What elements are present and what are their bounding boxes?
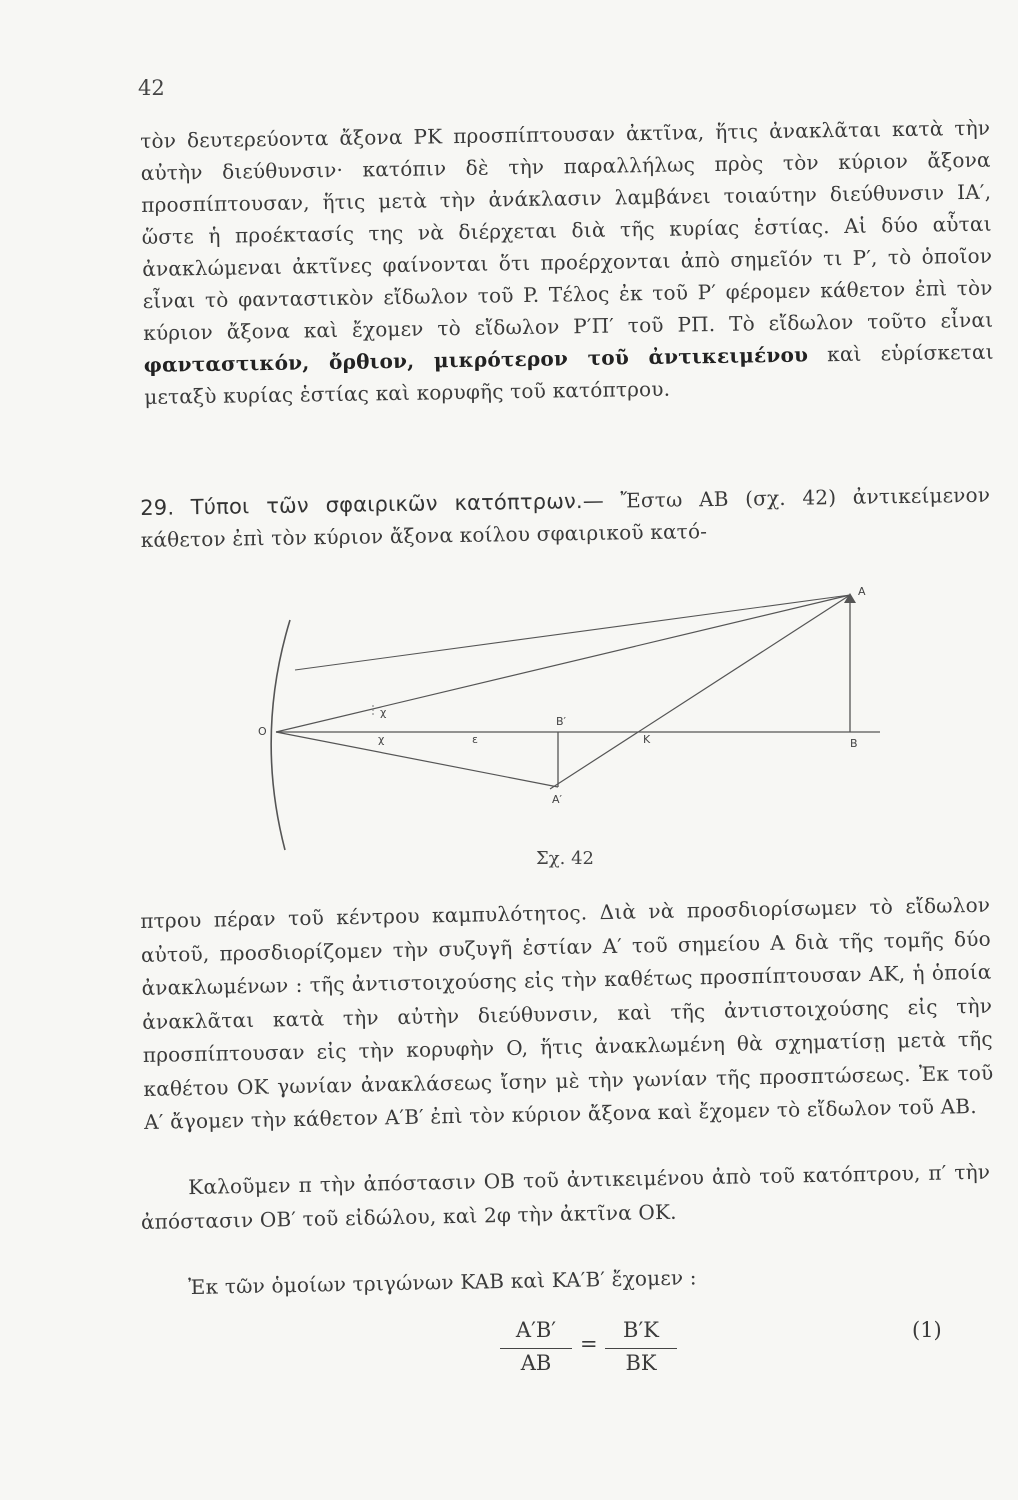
label-b: B <box>850 737 858 750</box>
section-number: 29. <box>140 495 175 520</box>
page-number: 42 <box>138 76 165 100</box>
fraction-left-bar <box>500 1348 572 1349</box>
fraction-right <box>605 1318 677 1375</box>
paragraph-continuation <box>140 112 994 413</box>
ray-o-to-a-prime <box>276 732 558 787</box>
paragraph-text: τὸν δευτερεύοντα ἄξονα PK προσπίπτουσαν ἀκτῖνα, ἥτις ἀνακλᾶται κατὰ τὴν αὐτὴν διεύθυνσιν· κατόπιν δὲ τὴν παραλλήλως πρὸς τὸν κύριον ἄξονα προσπίπτουσαν, ἥτις μετὰ τὴν ἀνάκλασιν λαμβάνει τοιαύτην διεύθυνσιν IA′, ὥστε ἡ προέκτασίς της νὰ διέρχεται διὰ τῆς κυρίας ἑστίας. Αἱ δύο αὗται ἀνακλώμεναι ἀκτῖνες φαίνονται ὅτι προέρχονται ἀπὸ σημεῖόν τι P′, τὸ ὁποῖον εἶναι τὸ φανταστικὸν εἴδωλον τοῦ P. Τέλος ἐκ τοῦ P′ φέρομεν κάθετον ἐπὶ τὸν κύριον ἄξονα καὶ ἔχομεν τὸ εἴδωλον P′Π′ τοῦ PΠ. Τὸ εἴδωλον τοῦτο εἶναι <box>140 115 994 345</box>
fraction-right-denominator: BK <box>625 1351 657 1375</box>
equation-number: (1) <box>912 1318 942 1342</box>
fraction-right-numerator: B′K <box>623 1318 659 1342</box>
paragraph-definitions: Καλοῦμεν π τὴν ἀπόστασιν OB τοῦ ἀντικειμένου ἀπὸ τοῦ κατόπτρου, π′ τὴν ἀπόστασιν OB′ τοῦ εἰδώλου, καὶ 2φ τὴν ἀκτῖνα OK. <box>140 1159 991 1234</box>
ray-a-through-k <box>550 595 850 789</box>
label-chi: χ <box>378 733 385 746</box>
fraction-left-denominator: AB <box>520 1351 552 1375</box>
fraction-left <box>500 1318 572 1375</box>
label-k: K <box>643 733 651 746</box>
paragraph-similar-triangles: Ἐκ τῶν ὁμοίων τριγώνων KAB καὶ KA′B′ ἔχομεν : <box>188 1265 697 1300</box>
section-title: Τύποι τῶν σφαιρικῶν κατόπτρων.— <box>190 488 605 520</box>
section-text: Ἔστω AB (σχ. 42) ἀντικείμενον κάθετον ἐπὶ τὸν κύριον ἄξονα κοίλου σφαιρικοῦ κατό- <box>140 482 991 552</box>
concave-mirror-arc <box>271 620 290 850</box>
bold-emphasis: φανταστικόν, ὄρθιον, μικρότερον τοῦ ἀντικειμένου <box>143 342 809 377</box>
label-a-prime: A′ <box>552 793 563 806</box>
label-b-prime: B′ <box>556 715 567 728</box>
mirror-diagram-svg <box>240 575 900 860</box>
label-chi-upper: χ <box>380 706 387 719</box>
label-epsilon: ε <box>472 733 478 746</box>
ray-o-to-a <box>276 595 850 732</box>
ray-a-to-mirror <box>295 595 850 670</box>
mirror-diagram <box>240 575 900 860</box>
figure-caption: Σχ. 42 <box>536 848 594 869</box>
equation-1 <box>500 1318 970 1378</box>
fraction-left-numerator: A′B′ <box>515 1318 557 1342</box>
label-a: A <box>858 585 866 598</box>
paragraph-construction: πτρου πέραν τοῦ κέντρου καμπυλότητος. Διὰ νὰ προσδιορίσωμεν τὸ εἴδωλον αὐτοῦ, προσδιορίζομεν τὴν συζυγῆ ἑστίαν A′ τοῦ σημείου A διὰ τῆς τομῆς δύο ἀνακλωμένων : τῆς ἀντιστοιχούσης εἰς τὴν καθέτως προσπίπτουσαν AK, ἡ ὁποία ἀνακλᾶται κατὰ τὴν αὐτὴν διεύθυνσιν, καὶ τῆς ἀντιστοιχούσης εἰς τὴν προσπίπτουσαν εἰς τὴν κορυφὴν O, ἥτις ἀνακλωμένη θὰ σχηματίσῃ μετὰ τῆς καθέτου OK γωνίαν ἀνακλάσεως ἴσην μὲ τὴν γωνίαν τῆς προσπτώσεως. Ἐκ τοῦ A′ ἄγομεν τὴν κάθετον A′B′ ἐπὶ τὸν κύριον ἄξονα καὶ ἔχομεν τὸ εἴδωλον τοῦ AB. <box>140 892 994 1134</box>
section-paragraph <box>140 479 991 556</box>
equals-sign: = <box>580 1332 598 1356</box>
label-o: O <box>258 725 267 738</box>
paragraph-text-end: καὶ εὑρίσκεται μεταξὺ κυρίας ἑστίας καὶ κορυφῆς τοῦ κατόπτρου. <box>144 339 994 409</box>
fraction-right-bar <box>605 1348 677 1349</box>
